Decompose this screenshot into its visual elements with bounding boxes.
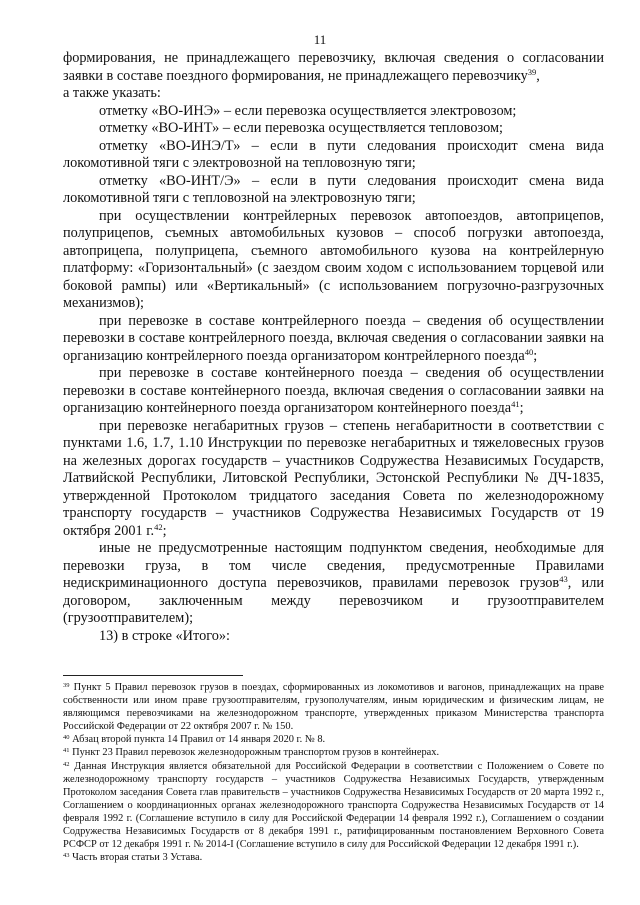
- paragraph: [63, 138, 604, 173]
- paragraph: [63, 173, 604, 208]
- footnote-text: Пункт 5 Правил перевозок грузов в поездах, сформированных из локомотивов и вагонов, принадлежащих на праве собственности или ином праве грузоотправителям, грузополучателям, иным юридическим и физическим лицам, не являющимся перевозчиками на железнодорожном транспорте, утвержденных приказом Министерства транспорта Российской Федерации от 22 октября 2007 г. № 150.: [63, 682, 604, 733]
- footnote-divider: [63, 675, 243, 676]
- footnote: [63, 746, 604, 759]
- footnote: [63, 681, 604, 733]
- footnotes: [63, 681, 604, 864]
- footnote-number: 43: [63, 852, 70, 860]
- paragraph: [63, 628, 604, 646]
- paragraph: [63, 120, 604, 138]
- page-number: 11: [313, 32, 327, 47]
- paragraph: [63, 365, 604, 418]
- paragraph-text: отметку «ВО-ИНЭ» – если перевозка осуществляется электровозом;: [99, 102, 517, 119]
- footnote-text: Абзац второй пункта 14 Правил от 14 января 2020 г. № 8.: [72, 734, 326, 746]
- paragraph-text: отметку «ВО-ИНТ» – если перевозка осуществляется тепловозом;: [99, 120, 503, 136]
- paragraph: [63, 418, 604, 541]
- paragraph-tail: ;: [162, 522, 167, 539]
- paragraph: [63, 103, 604, 121]
- footnote: [63, 733, 604, 746]
- paragraph-text: а также указать:: [63, 85, 161, 101]
- paragraph: [63, 313, 604, 366]
- footnote-number: 39: [63, 682, 70, 689]
- paragraph-tail: ;: [519, 400, 524, 416]
- paragraph-text: при перевозке в составе контрейлерного поезда – сведения об осуществлении перевозки в составе контрейлерного поезда, включая сведения о согласовании заявки на организацию контрейлерного поезда организатором контрейлерного поезда: [63, 312, 604, 364]
- footnote-text: Пункт 23 Правил перевозок железнодорожным транспортом грузов в контейнерах.: [72, 747, 440, 759]
- paragraph-text: при осуществлении контрейлерных перевозок автопоездов, автоприцепов, полуприцепов, съемных автомобильных кузовов – способ погрузки автопоезда, автоприцепа, полуприцепа, съемного автомобильного кузова на контрейлерную платформу: «Горизонтальный» (с заездом своим ходом с использованием торцевой или боковой рампы) или «Вертикальный» (с использованием погрузочно-разгрузочных механизмов);: [63, 207, 604, 311]
- paragraph-text: отметку «ВО-ИНЭ/Т» – если в пути следования происходит смена вида локомотивной тяги с электровозной на тепловозную тяги;: [63, 137, 604, 171]
- paragraph: [63, 208, 604, 313]
- footnote-text: Часть вторая статьи 3 Устава.: [72, 852, 203, 864]
- footnote-number: 40: [63, 734, 70, 742]
- paragraph: [63, 85, 604, 103]
- paragraph-text: иные не предусмотренные настоящим подпунктом сведения, необходимые для перевозки груза, в том числе сведения, предусмотренные Правилами недискриминационного доступа перевозчиков, правилами перевозок грузов: [63, 540, 604, 591]
- footnote-ref: 40: [524, 346, 534, 357]
- footnote-ref: 43: [559, 574, 568, 584]
- footnote: [63, 851, 604, 864]
- paragraph-text: формирования, не принадлежащего перевозчику, включая сведения о согласовании заявки в составе поездного формирования, не принадлежащего перевозчику: [63, 50, 604, 84]
- footnote: [63, 760, 604, 852]
- paragraph-tail: ;: [533, 347, 538, 364]
- paragraph-text: 13) в строке «Итого»:: [99, 627, 230, 644]
- paragraph-tail: , или договором, заключенным между перевозчиком и грузоотправителем (грузоотправителем);: [63, 575, 604, 626]
- paragraph-text: при перевозке негабаритных грузов – степень негабаритности в соответствии с пунктами 1.6, 1.7, 1.10 Инструкции по перевозке негабаритных и тяжеловесных грузов на железных дорогах государств – участников Содружества Независимых Государств, Латвийской Республики, Литовской Республики, Эстонской Республики № ДЧ-1835, утвержденной Протоколом тридцатого заседания Совета по железнодорожному транспорту государств – участников Содружества Независимых Государств от 19 октября 2001 г.: [63, 417, 604, 539]
- paragraph: [63, 540, 604, 628]
- paragraph: [63, 50, 604, 85]
- paragraph-text: отметку «ВО-ИНТ/Э» – если в пути следования происходит смена вида локомотивной тяги с тепловозной на электровозную тяги;: [63, 172, 604, 206]
- footnote-number: 41: [63, 747, 70, 755]
- footnote-ref: 39: [527, 66, 537, 77]
- paragraph-text: при перевозке в составе контейнерного поезда – сведения об осуществлении перевозки в составе контейнерного поезда, включая сведения о согласовании заявки на организацию контейнерного поезда организатором контейнерного поезда: [63, 365, 604, 416]
- footnote-number: 42: [63, 760, 70, 768]
- footnote-text: Данная Инструкция является обязательной для Российской Федерации в соответствии с Положением о Совете по железнодорожному транспорту государств – участников Содружества Независимых Государств, утвержденным Протоколом заседания Совета глав правительств – участников Содружества Независимых Государств от 20 марта 1992 г., Соглашением о координационных органах железнодорожного транспорта Содружества Независимых Государств от 14 февраля 1992 г. (Соглашение вступило в силу для Российской Федерации 14 февраля 1992 г.), Соглашением о создании Содружества Независимых Государств от 8 декабря 1991 г., ратифицированным постановлением Верховного Совета РСФСР от 12 декабря 1991 г. № 2014-I (Соглашение вступило в силу для Российской Федерации 12 декабря 1991 г.).: [63, 760, 604, 851]
- footnote-ref: 41: [511, 399, 520, 409]
- main-text: [63, 50, 604, 645]
- paragraph-tail: ,: [536, 67, 540, 84]
- footnote-ref: 42: [154, 521, 163, 532]
